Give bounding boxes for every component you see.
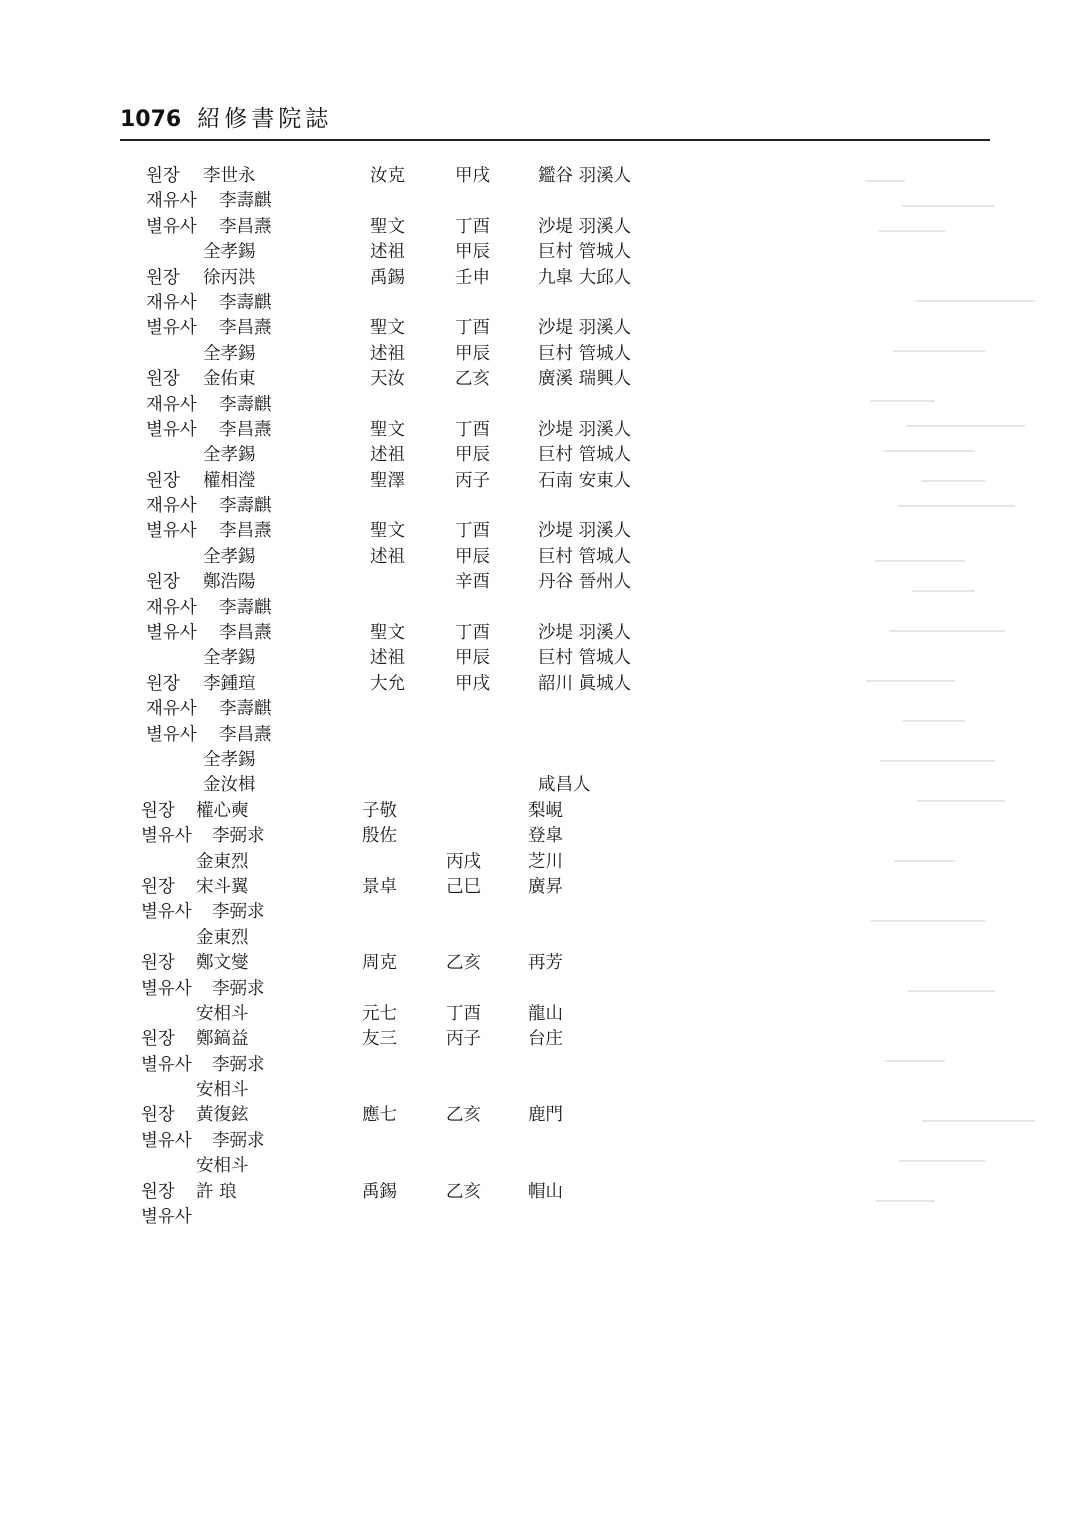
entry-name: 權相瀅: [203, 470, 256, 491]
roster-entry: [0, 164, 1075, 189]
entry-origin: 龍山: [528, 1003, 563, 1024]
entry-courtesy-name: 聖澤: [370, 470, 405, 491]
entry-role: 별유사: [141, 978, 192, 999]
entry-role: 재유사: [146, 292, 197, 313]
header-rule: [120, 139, 990, 141]
entry-year: 丙戌: [446, 851, 481, 872]
entry-year: 丁酉: [455, 521, 490, 542]
entry-year: 乙亥: [446, 1105, 481, 1126]
entry-origin: 廣昇: [528, 876, 563, 897]
entry-name: 李弼求: [212, 1054, 265, 1075]
entry-role: 원장: [141, 1029, 175, 1050]
entry-year: 甲辰: [455, 648, 490, 669]
roster-entry: [0, 469, 1075, 494]
entry-origin: 沙堤 羽溪人: [538, 318, 632, 339]
roster-entry: [0, 1027, 1075, 1052]
entry-role: 원장: [146, 369, 180, 390]
entry-role: 별유사: [141, 826, 192, 847]
roster-entry: [0, 1078, 1075, 1103]
roster-entry: [0, 1154, 1075, 1179]
entry-name: 鄭文燮: [196, 953, 249, 974]
entry-year: 甲辰: [455, 242, 490, 263]
roster-entry: [0, 951, 1075, 976]
page-number: 1076: [120, 107, 182, 132]
entry-origin: 韶川 眞城人: [538, 673, 632, 694]
entry-year: 甲辰: [455, 343, 490, 364]
entry-origin: 梨峴: [528, 800, 563, 821]
entry-role: 재유사: [146, 191, 197, 212]
roster-list: [0, 164, 1075, 1230]
roster-entry: [0, 494, 1075, 519]
entry-courtesy-name: 友三: [362, 1029, 397, 1050]
roster-entry: [0, 316, 1075, 341]
entry-name: 李弼求: [212, 902, 265, 923]
entry-courtesy-name: 聖文: [370, 419, 405, 440]
entry-name: 鄭浩陽: [203, 572, 256, 593]
entry-name: 李昌燾: [219, 724, 272, 745]
entry-role: 원장: [141, 1181, 175, 1202]
entry-name: 李弼求: [212, 1130, 265, 1151]
entry-courtesy-name: 天汝: [370, 369, 405, 390]
entry-name: 李壽麒: [219, 394, 272, 415]
entry-name: 金東烈: [196, 851, 249, 872]
entry-role: 재유사: [146, 394, 197, 415]
entry-role: 원장: [146, 470, 180, 491]
entry-name: 全孝錫: [203, 749, 256, 770]
entry-origin: 沙堤 羽溪人: [538, 216, 632, 237]
roster-entry: [0, 926, 1075, 951]
roster-entry: [0, 1129, 1075, 1154]
entry-name: 李弼求: [212, 978, 265, 999]
roster-entry: [0, 189, 1075, 214]
entry-name: 李世永: [203, 166, 256, 186]
entry-name: 鄭鎬益: [196, 1029, 249, 1050]
roster-entry: [0, 240, 1075, 265]
entry-courtesy-name: 汝克: [370, 166, 405, 186]
entry-courtesy-name: 應七: [362, 1105, 397, 1126]
entry-courtesy-name: 述祖: [370, 242, 405, 263]
roster-entry: [0, 697, 1075, 722]
roster-entry: [0, 875, 1075, 900]
entry-name: 安相斗: [196, 1003, 249, 1024]
entry-name: 全孝錫: [203, 242, 256, 263]
entry-courtesy-name: 元七: [362, 1003, 397, 1024]
entry-name: 全孝錫: [203, 648, 256, 669]
entry-role: 원장: [141, 953, 175, 974]
entry-name: 李壽麒: [219, 699, 272, 720]
roster-entry: [0, 799, 1075, 824]
entry-year: 丙子: [446, 1029, 481, 1050]
entry-role: 별유사: [146, 724, 197, 745]
entry-name: 李壽麒: [219, 191, 272, 212]
entry-origin: 咸昌人: [538, 775, 591, 796]
entry-name: 全孝錫: [203, 546, 256, 567]
entry-year: 丁酉: [455, 318, 490, 339]
roster-entry: [0, 621, 1075, 646]
entry-name: 李昌燾: [219, 216, 272, 237]
entry-name: 黃復鉉: [196, 1105, 249, 1126]
entry-courtesy-name: 聖文: [370, 521, 405, 542]
entry-year: 丁酉: [455, 216, 490, 237]
entry-role: 별유사: [146, 318, 197, 339]
entry-name: 權心奭: [196, 800, 249, 821]
entry-name: 李昌燾: [219, 521, 272, 542]
entry-name: 徐丙洪: [203, 267, 256, 288]
entry-role: 원장: [141, 800, 175, 821]
entry-year: 乙亥: [446, 1181, 481, 1202]
entry-year: 甲辰: [455, 445, 490, 466]
entry-year: 丁酉: [455, 419, 490, 440]
entry-origin: 沙堤 羽溪人: [538, 623, 632, 644]
entry-role: 원장: [146, 166, 180, 186]
roster-entry: [0, 519, 1075, 544]
entry-year: 壬申: [455, 267, 490, 288]
entry-year: 丁酉: [455, 623, 490, 644]
entry-role: 재유사: [146, 699, 197, 720]
entry-courtesy-name: 禹錫: [370, 267, 405, 288]
roster-entry: [0, 850, 1075, 875]
entry-origin: 再芳: [528, 953, 563, 974]
entry-year: 己巳: [446, 876, 481, 897]
entry-name: 李昌燾: [219, 419, 272, 440]
roster-entry: [0, 443, 1075, 468]
entry-year: 甲戌: [455, 673, 490, 694]
entry-name: 李壽麒: [219, 292, 272, 313]
roster-entry: [0, 570, 1075, 595]
entry-name: 金佑東: [203, 369, 256, 390]
entry-origin: 巨村 管城人: [538, 343, 632, 364]
entry-courtesy-name: 禹錫: [362, 1181, 397, 1202]
roster-entry: [0, 596, 1075, 621]
roster-entry: [0, 824, 1075, 849]
entry-year: 辛酉: [455, 572, 490, 593]
roster-entry: [0, 291, 1075, 316]
entry-role: 원장: [141, 876, 175, 897]
entry-role: 별유사: [146, 623, 197, 644]
entry-courtesy-name: 子敬: [362, 800, 397, 821]
entry-name: 李壽麒: [219, 496, 272, 517]
entry-year: 乙亥: [446, 953, 481, 974]
entry-year: 甲戌: [455, 166, 490, 186]
entry-role: 원장: [146, 267, 180, 288]
entry-name: 安相斗: [196, 1156, 249, 1177]
entry-role: 재유사: [146, 597, 197, 618]
entry-origin: 沙堤 羽溪人: [538, 419, 632, 440]
roster-entry: [0, 773, 1075, 798]
entry-name: 全孝錫: [203, 343, 256, 364]
roster-entry: [0, 646, 1075, 671]
entry-courtesy-name: 聖文: [370, 318, 405, 339]
entry-role: 원장: [141, 1105, 175, 1126]
entry-year: 丁酉: [446, 1003, 481, 1024]
entry-courtesy-name: 聖文: [370, 623, 405, 644]
roster-entry: [0, 672, 1075, 697]
entry-courtesy-name: 景卓: [362, 876, 397, 897]
entry-name: 全孝錫: [203, 445, 256, 466]
roster-entry: [0, 418, 1075, 443]
roster-entry: [0, 342, 1075, 367]
entry-role: 원장: [146, 673, 180, 694]
entry-origin: 石南 安東人: [538, 470, 632, 491]
entry-origin: 登皐: [528, 826, 563, 847]
roster-entry: [0, 1053, 1075, 1078]
entry-origin: 鹿門: [528, 1105, 563, 1126]
entry-courtesy-name: 述祖: [370, 343, 405, 364]
roster-entry: [0, 723, 1075, 748]
roster-entry: [0, 1002, 1075, 1027]
book-title: 紹修書院誌: [197, 106, 333, 132]
entry-name: 宋斗翼: [196, 876, 249, 897]
entry-role: 원장: [146, 572, 180, 593]
entry-role: 별유사: [141, 1130, 192, 1151]
entry-courtesy-name: 殷佐: [362, 826, 397, 847]
entry-origin: 巨村 管城人: [538, 242, 632, 263]
entry-origin: 巨村 管城人: [538, 445, 632, 466]
entry-origin: 廣溪 瑞興人: [538, 369, 632, 390]
entry-origin: 沙堤 羽溪人: [538, 521, 632, 542]
entry-courtesy-name: 大允: [370, 673, 405, 694]
roster-entry: [0, 1205, 1075, 1230]
entry-origin: 丹谷 晉州人: [538, 572, 632, 593]
entry-name: 安相斗: [196, 1080, 249, 1101]
entry-role: 별유사: [146, 419, 197, 440]
entry-role: 별유사: [146, 521, 197, 542]
entry-courtesy-name: 述祖: [370, 445, 405, 466]
entry-origin: 巨村 管城人: [538, 546, 632, 567]
entry-name: 李昌燾: [219, 623, 272, 644]
roster-entry: [0, 266, 1075, 291]
roster-entry: [0, 977, 1075, 1002]
entry-role: 별유사: [141, 902, 192, 923]
roster-entry: [0, 215, 1075, 240]
entry-name: 李壽麒: [219, 597, 272, 618]
roster-entry: [0, 1180, 1075, 1205]
roster-entry: [0, 900, 1075, 925]
entry-name: 李昌燾: [219, 318, 272, 339]
entry-name: 李鍾瑄: [203, 673, 256, 694]
entry-role: 별유사: [146, 216, 197, 237]
entry-name: 李弼求: [212, 826, 265, 847]
entry-origin: 巨村 管城人: [538, 648, 632, 669]
roster-entry: [0, 367, 1075, 392]
entry-year: 甲辰: [455, 546, 490, 567]
entry-origin: 九皐 大邱人: [538, 267, 632, 288]
roster-entry: [0, 748, 1075, 773]
entry-year: 丙子: [455, 470, 490, 491]
entry-name: 金東烈: [196, 927, 249, 948]
page-header: [120, 100, 332, 133]
entry-courtesy-name: 聖文: [370, 216, 405, 237]
roster-entry: [0, 1103, 1075, 1128]
entry-origin: 鑑谷 羽溪人: [538, 166, 632, 186]
entry-origin: 帽山: [528, 1181, 563, 1202]
entry-origin: 芝川: [528, 851, 563, 872]
entry-name: 金汝楫: [203, 775, 256, 796]
entry-role: 별유사: [141, 1207, 192, 1228]
entry-courtesy-name: 述祖: [370, 546, 405, 567]
entry-year: 乙亥: [455, 369, 490, 390]
entry-origin: 台庄: [528, 1029, 563, 1050]
entry-courtesy-name: 述祖: [370, 648, 405, 669]
entry-courtesy-name: 周克: [362, 953, 397, 974]
roster-entry: [0, 545, 1075, 570]
entry-role: 별유사: [141, 1054, 192, 1075]
entry-role: 재유사: [146, 496, 197, 517]
entry-name: 許 琅: [196, 1181, 237, 1202]
roster-entry: [0, 393, 1075, 418]
